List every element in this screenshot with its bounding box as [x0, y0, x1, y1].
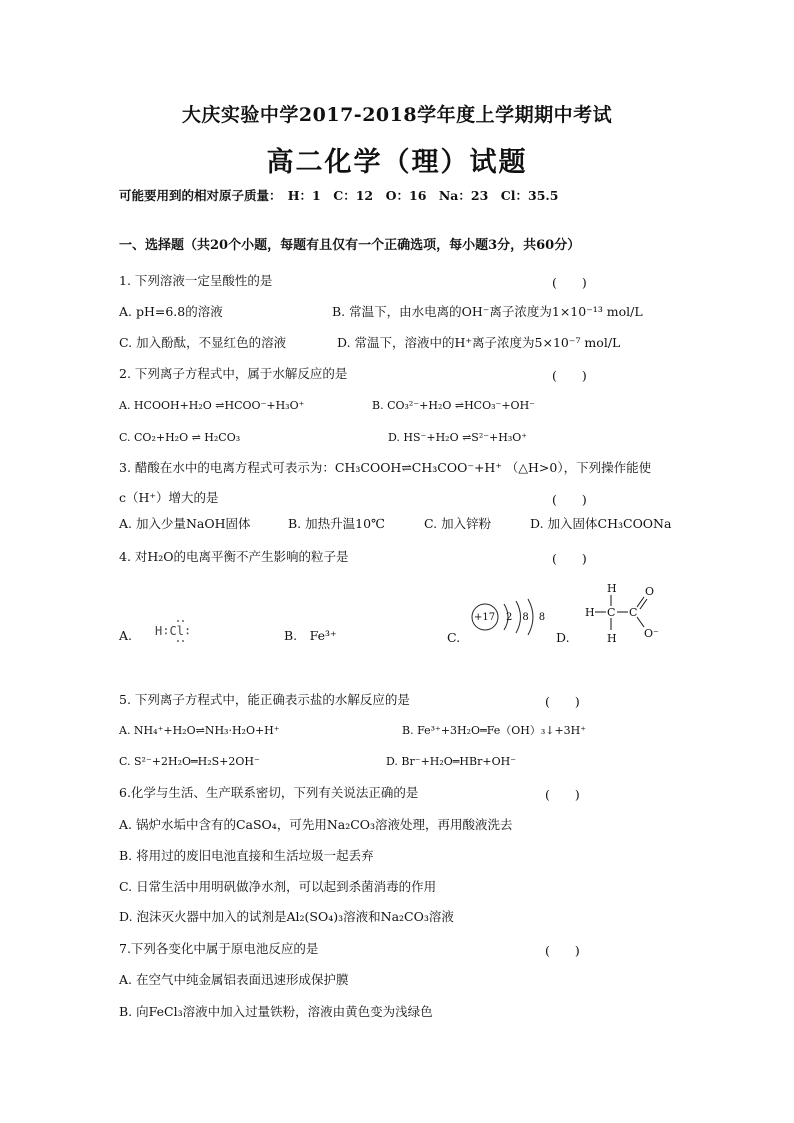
answer-blank-6: ( ) — [545, 787, 580, 802]
q7-option-a: A. 在空气中纯金属铝表面迅速形成保护膜 — [119, 972, 349, 987]
q2-option-c: C. CO₂+H₂O ⇌ H₂CO₃ — [119, 431, 241, 444]
q1-option-a: A. pH=6.8的溶液 — [119, 304, 223, 319]
q6-option-d: D. 泡沫灭火器中加入的试剂是Al₂(SO₄)₃溶液和Na₂CO₃溶液 — [119, 909, 454, 924]
q5-option-b: B. Fe³⁺+3H₂O═Fe（OH）₃↓+3H⁺ — [402, 724, 587, 737]
q5-option-a: A. NH₄⁺+H₂O⇌NH₃·H₂O+H⁺ — [119, 724, 280, 737]
question-3-stem: 3. 醋酸在水中的电离方程式可表示为：CH₃COOH⇌CH₃COO⁻+H⁺ （△H>0），下列操作能使 — [119, 460, 652, 475]
electron-shells: 2 8 8 — [506, 612, 546, 623]
acetate-o-minus: O⁻ — [644, 627, 659, 640]
atomic-mass-line: 可能要用到的相对原子质量： H：1 C：12 O：16 Na：23 Cl：35.5 — [119, 188, 559, 203]
answer-blank-2: ( ) — [552, 368, 587, 383]
answer-blank-7: ( ) — [545, 943, 580, 958]
q3-option-a: A. 加入少量NaOH固体 — [119, 516, 251, 531]
q1-option-b: B. 常温下，由水电离的OH⁻离子浓度为1×10⁻¹³ mol/L — [332, 304, 643, 319]
svg-text:H: H — [607, 632, 617, 645]
exam-subtitle: 高二化学（理）试题 — [266, 147, 528, 178]
q3-option-b: B. 加热升温10℃ — [288, 516, 386, 531]
nucleus-charge: +17 — [474, 612, 496, 623]
svg-text:O: O — [645, 585, 655, 598]
q3-option-d: D. 加入固体CH₃COONa — [530, 516, 672, 531]
question-6-stem: 6.化学与生活、生产联系密切，下列有关说法正确的是 — [119, 785, 419, 800]
q5-option-c: C. S²⁻+2H₂O═H₂S+2OH⁻ — [119, 755, 260, 768]
answer-blank-3: ( ) — [552, 492, 587, 507]
q4-option-b: B. Fe³⁺ — [284, 628, 337, 643]
question-5-stem: 5. 下列离子方程式中，能正确表示盐的水解反应的是 — [119, 692, 410, 707]
question-1-stem: 1. 下列溶液一定呈酸性的是 — [119, 273, 273, 288]
question-3-stem-cont: c（H⁺）增大的是 — [119, 490, 219, 505]
q6-option-a: A. 锅炉水垢中含有的CaSO₄，可先用Na₂CO₃溶液处理，再用酸液洗去 — [119, 817, 513, 832]
svg-text:H: H — [585, 606, 595, 619]
answer-blank-4: ( ) — [552, 551, 587, 566]
q4-option-a-label: A. — [119, 628, 133, 643]
q1-option-c: C. 加入酚酞，不显红色的溶液 — [119, 335, 287, 350]
q1-option-d: D. 常温下，溶液中的H⁺离子浓度为5×10⁻⁷ mol/L — [337, 335, 621, 350]
answer-blank-5: ( ) — [545, 694, 580, 709]
hcl-electron-dots-diagram — [170, 618, 200, 644]
exam-title: 大庆实验中学2017-2018学年度上学期期中考试 — [181, 104, 613, 126]
q4-option-c-label: C. — [447, 630, 461, 645]
svg-text:H: H — [607, 582, 617, 595]
question-7-stem: 7.下列各变化中属于原电池反应的是 — [119, 941, 319, 956]
question-2-stem: 2. 下列离子方程式中，属于水解反应的是 — [119, 366, 348, 381]
q3-option-c: C. 加入锌粉 — [424, 516, 492, 531]
q6-option-c: C. 日常生活中用明矾做净水剂，可以起到杀菌消毒的作用 — [119, 879, 437, 894]
q7-option-b: B. 向FeCl₃溶液中加入过量铁粉，溶液由黄色变为浅绿色 — [119, 1004, 433, 1019]
q4-hcl-electron-formula: H∶Cl∶ — [155, 624, 192, 638]
svg-text:C: C — [629, 606, 638, 619]
q2-option-b: B. CO₃²⁻+H₂O ⇌HCO₃⁻+OH⁻ — [372, 399, 535, 412]
q2-option-a: A. HCOOH+H₂O ⇌HCOO⁻+H₃O⁺ — [119, 399, 305, 412]
q6-option-b: B. 将用过的废旧电池直接和生活垃圾一起丢弃 — [119, 848, 374, 863]
q5-option-d: D. Br⁻+H₂O═HBr+OH⁻ — [386, 755, 516, 768]
q2-option-d: D. HS⁻+H₂O ⇌S²⁻+H₃O⁺ — [388, 431, 528, 444]
answer-blank-1: ( ) — [552, 275, 587, 290]
question-4-stem: 4. 对H₂O的电离平衡不产生影响的粒子是 — [119, 549, 349, 564]
section-heading: 一、选择题（共20个小题，每题有且仅有一个正确选项，每小题3分，共60分） — [119, 238, 581, 253]
svg-text:C: C — [607, 606, 616, 619]
q4-option-d-label: D. — [556, 630, 570, 645]
